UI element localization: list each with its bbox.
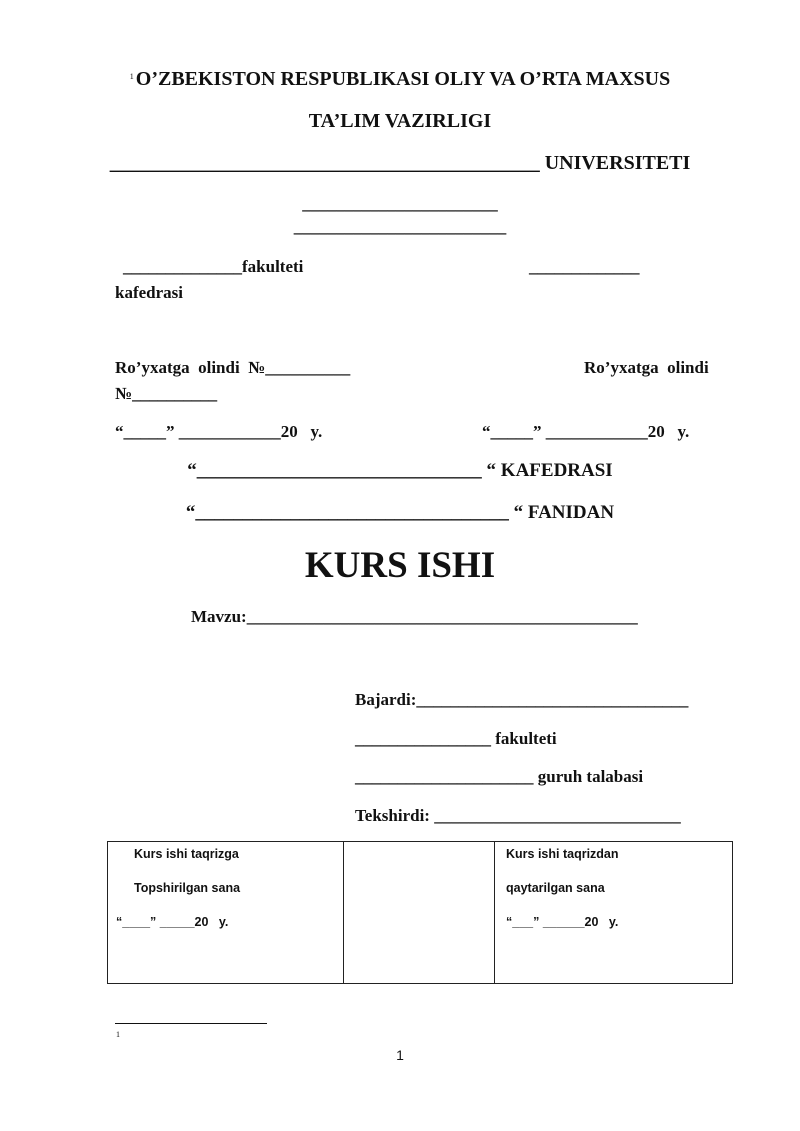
performer-group-line: _____________________ guruh talabasi	[355, 767, 644, 786]
review-returned-label1: Kurs ishi taqrizdan	[506, 847, 619, 861]
review-submitted-date: “____” _____20 y.	[116, 915, 229, 929]
done-by-line: Bajardi:________________________________	[355, 690, 689, 709]
registration-wrap: №__________	[115, 384, 218, 403]
registration-right: Ro’yxatga olindi	[584, 358, 709, 377]
document-title: KURS ISHI	[304, 545, 496, 586]
footnote-separator	[115, 1023, 267, 1024]
review-returned-date: “___” ______20 y.	[506, 915, 619, 929]
blank-line-1: _______________________	[302, 194, 498, 213]
registration-date-right: “_____” ____________20 y.	[482, 422, 690, 441]
review-returned-label2: qaytarilgan sana	[506, 881, 605, 895]
review-table	[107, 841, 733, 984]
ministry-title-line2: TA’LIM VAZIRLIGI	[308, 110, 492, 132]
review-submitted-label1: Kurs ishi taqrizga	[134, 847, 239, 861]
department-title-line: “______________________________ “ KAFEDRASI	[187, 460, 613, 481]
registration-date-left: “_____” ____________20 y.	[115, 422, 323, 441]
department-blank: _____________	[529, 257, 640, 276]
review-empty-cell	[344, 842, 495, 984]
subject-title-line: “_________________________________ “ FANIDAN	[185, 502, 615, 523]
registration-left: Ro’yxatga olindi №__________	[115, 358, 351, 377]
footnote-mark: 1	[116, 1030, 120, 1039]
review-submitted-label2: Topshirilgan sana	[134, 881, 241, 895]
review-submitted-cell	[108, 842, 344, 984]
ministry-title-line1	[0, 68, 800, 91]
topic-line: Mavzu:______________________________________________	[191, 607, 638, 626]
university-line: ___________________________________________ UNIVERSITETI	[109, 152, 691, 174]
performer-faculty-line: ________________ fakulteti	[355, 729, 557, 748]
page-number: 1	[396, 1047, 404, 1063]
ministry-title-text: O’ZBEKISTON RESPUBLIKASI OLIY VA O’RTA MAXSUS	[135, 68, 671, 90]
blank-line-2: _________________________	[293, 217, 507, 236]
review-returned-cell	[495, 842, 733, 984]
department-label: kafedrasi	[115, 283, 183, 302]
checked-by-line: Tekshirdi: _____________________________	[355, 806, 681, 825]
footnote-reference: 1	[129, 72, 134, 81]
faculty-line: ______________fakulteti	[123, 257, 304, 276]
